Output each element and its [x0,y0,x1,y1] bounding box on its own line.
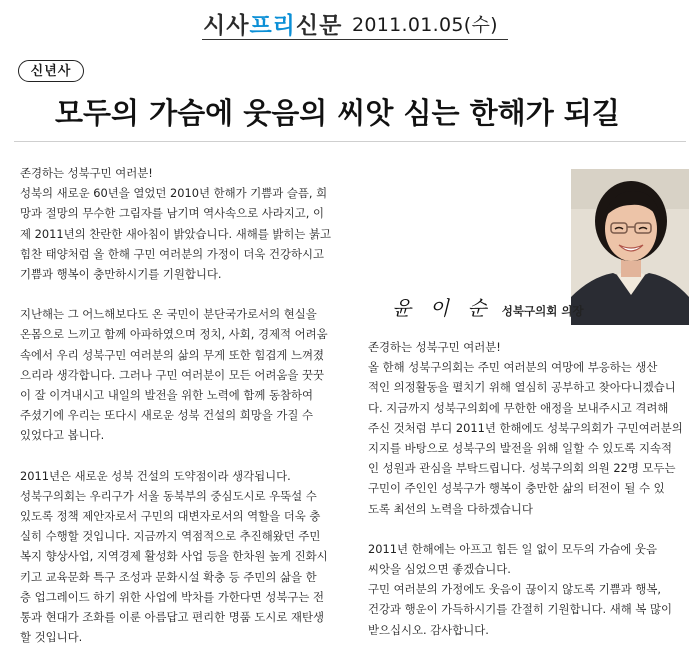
section-badge: 신년사 [18,60,84,82]
text-line: 제 2011년의 찬란한 새아침이 밝았습니다. 새해를 밝히는 붉고 [20,226,332,241]
text-line: 으리라 생각합니다. 그러나 구민 여러분이 모든 어려움을 꿋꿋 [20,367,325,382]
text-line: 받으십시오. 감사합니다. [368,622,489,637]
newspaper-name: 시사프리신문 [203,13,343,39]
text-line: 주셨기에 우리는 또다시 새로운 성북 건설의 희망을 가질 수 [20,408,314,423]
article-right-column [368,337,692,640]
text-line: 다. 지금까지 성북구의회에 무한한 애정을 보내주시고 격려해 [368,400,669,415]
text-line: 구민이 주인인 성북구가 행복이 충만한 삶의 터전이 될 수 있 [368,481,665,496]
text-line: 도록 최선의 노력을 다하겠습니다 [368,501,533,516]
text-line: 키고 교육문화 특구 조성과 문화시설 확충 등 주민의 삶을 한 [20,569,317,584]
text-line: 성북구의회는 우리구가 서울 동북부의 중심도시로 우뚝설 수 [20,488,317,503]
text-line: 통과 현대가 조화를 이룬 아름답고 편리한 명품 도시로 재탄생 [20,610,325,625]
text-line: 지지를 바탕으로 성북구의 발전을 위해 일할 수 있도록 지속적 [368,441,673,456]
article-left-column [20,163,346,647]
text-line: 구민 여러분의 가정에도 웃음이 끊이지 않도록 기쁨과 행복, [368,582,662,597]
text-line: 지난해는 그 어느해보다도 온 국민이 분단국가로서의 현실을 [20,307,317,322]
publication-date: 2011.01.05(수) [352,14,498,36]
text-line: 실히 수행할 것입니다. 지금까지 역점적으로 추진해왔던 주민 [20,529,321,544]
text-line: 할 것입니다. [20,630,83,645]
author-name: 윤 이 순 [392,296,493,320]
masthead-underline [202,39,508,40]
text-line: 올 한해 성북구의회는 주민 여러분의 여망에 부응하는 생산 [368,360,658,375]
text-line: 이 잘 이겨내시고 내일의 발전을 위한 노력에 함께 동참하여 [20,388,314,403]
text-line: 기쁨과 행복이 충만하시기를 기원합니다. [20,267,222,282]
author-title: 성북구의회 의장 [501,304,584,318]
headline-divider [14,141,686,142]
text-line: 2011년은 새로운 성북 건설의 도약점이라 생각됩니다. [20,468,291,483]
text-line: 존경하는 성북구민 여러분! [368,340,501,354]
author-signature [392,292,584,321]
text-line: 인 성원과 관심을 부탁드립니다. 성북구의회 의원 22명 모두는 [368,461,676,476]
text-line: 망과 절망의 무수한 그림자를 남기며 역사속으로 사라지고, 이 [20,206,325,221]
text-line: 층 업그레이드 하기 위한 사업에 박차를 가한다면 성북구는 전 [20,589,325,604]
text-line: 있었다고 봅니다. [20,428,105,443]
text-line: 온몸으로 느끼고 함께 아파하였으며 정치, 사회, 경제적 어려움 [20,327,328,342]
text-line: 존경하는 성북구민 여러분! [20,166,153,180]
text-line: 성북의 새로운 60년을 열었던 2010년 한해가 기쁨과 슬픔, 희 [20,186,328,201]
author-portrait [571,169,689,325]
text-line: 적인 의정활동을 펼치기 위해 열심히 공부하고 찾아다니겠습니 [368,380,676,395]
text-line: 힘찬 태양처럼 올 한해 구민 여러분의 가정이 더욱 건강하시고 [20,246,325,261]
text-line: 속에서 우리 성북구민 여러분의 삶의 무게 또한 힘겹게 느껴졌 [20,347,325,362]
text-line: 있도록 정책 제안자로서 구민의 대변자로서의 역할을 더욱 충 [20,509,321,524]
masthead [0,0,700,46]
headline: 모두의 가슴에 웃음의 씨앗 심는 한해가 되길 [55,96,620,130]
text-line: 건강과 행운이 가득하시기를 간절히 기원합니다. 새해 복 많이 [368,602,673,617]
text-line: 복지 향상사업, 지역경제 활성화 사업 등을 한차원 높게 진화시 [20,549,328,564]
text-line: 씨앗을 심었으면 좋겠습니다. [368,562,511,577]
text-line: 2011년 한해에는 아프고 힘든 일 없이 모두의 가슴에 웃음 [368,541,658,556]
text-line: 주신 것처럼 부디 2011년 한해에도 성북구의회가 구민여러분의 [368,420,683,435]
